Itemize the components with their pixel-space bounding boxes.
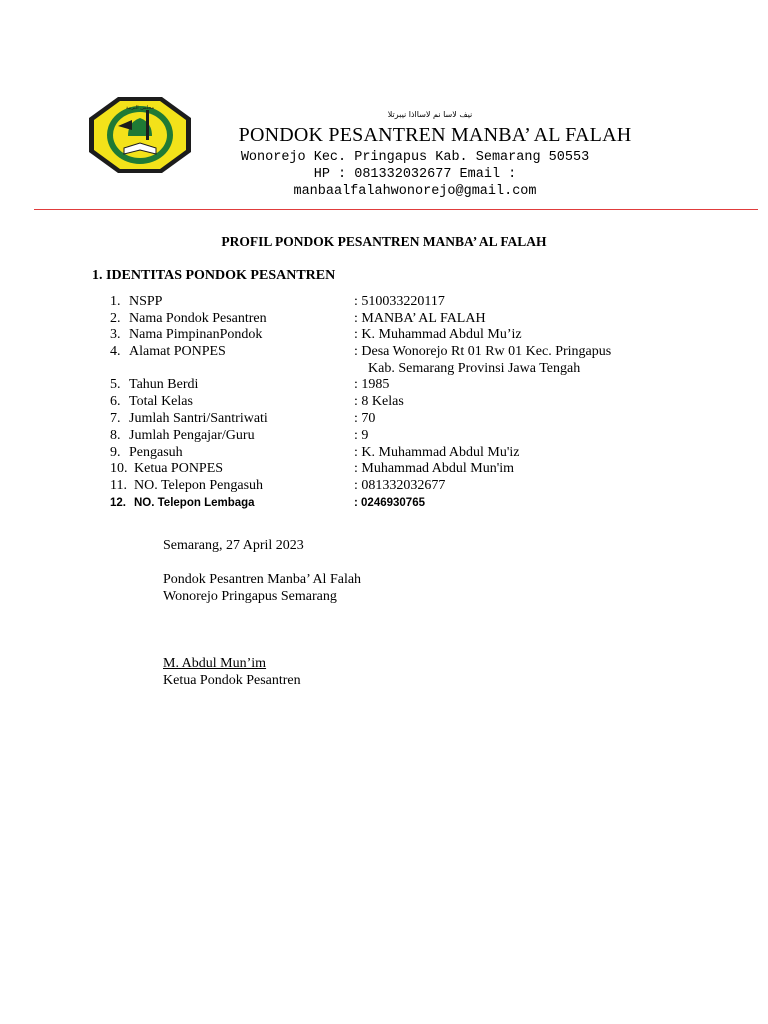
- row-number: 7.: [110, 411, 121, 426]
- organization-line-1: Pondok Pesantren Manba’ Al Falah: [163, 572, 362, 587]
- row-number: 6.: [110, 394, 121, 409]
- profile-row: [110, 327, 730, 344]
- address-continuation: Kab. Semarang Provinsi Jawa Tengah: [368, 361, 581, 376]
- profile-row: [110, 478, 730, 495]
- document-title: PROFIL PONDOK PESANTREN MANBA’ AL FALAH: [221, 234, 547, 249]
- profile-row: [110, 311, 730, 328]
- institution-address: Wonorejo Kec. Pringapus Kab. Semarang 50553: [240, 150, 590, 165]
- row-number: 10.: [110, 461, 128, 476]
- row-label: NO. Telepon Lembaga: [134, 497, 255, 509]
- organization-line-2: Wonorejo Pringapus Semarang: [163, 589, 337, 604]
- row-number: 8.: [110, 428, 121, 443]
- row-label: NO. Telepon Pengasuh: [134, 478, 264, 493]
- row-label: Pengasuh: [129, 445, 183, 460]
- profile-row: [110, 294, 730, 311]
- row-number: 1.: [110, 294, 121, 309]
- row-value: : 1985: [354, 377, 390, 392]
- row-label: NSPP: [129, 294, 163, 309]
- logo-arabic-text: مجلس التربية: [125, 105, 155, 111]
- profile-row: [110, 445, 730, 462]
- minaret-icon: [146, 110, 149, 140]
- section-heading: 1. IDENTITAS PONDOK PESANTREN: [92, 268, 336, 283]
- profile-row: [110, 461, 730, 478]
- profile-row: [110, 428, 730, 445]
- row-number: 2.: [110, 311, 121, 326]
- pesantren-logo: [88, 96, 192, 174]
- signatory-name: M. Abdul Mun’im: [163, 656, 267, 671]
- row-label: Alamat PONPES: [129, 344, 226, 359]
- row-value: : 0246930765: [354, 497, 425, 509]
- row-label: Nama PimpinanPondok: [129, 327, 263, 342]
- row-number: 5.: [110, 377, 121, 392]
- row-value: : MANBA’ AL FALAH: [354, 311, 486, 326]
- row-label: Ketua PONPES: [134, 461, 224, 476]
- signatory-position: Ketua Pondok Pesantren: [163, 673, 301, 688]
- row-value: : 70: [354, 411, 376, 426]
- row-number: 12.: [110, 497, 126, 509]
- row-value: : Desa Wonorejo Rt 01 Rw 01 Kec. Pringapus: [354, 344, 612, 359]
- institution-title: PONDOK PESANTREN MANBA’ AL FALAH: [238, 124, 632, 146]
- profile-row: [110, 497, 730, 514]
- header-divider: [34, 209, 758, 210]
- row-value: : 8 Kelas: [354, 394, 404, 409]
- profile-row: [110, 344, 730, 361]
- row-number: 3.: [110, 327, 121, 342]
- row-number: 11.: [110, 478, 127, 493]
- row-number: 9.: [110, 445, 121, 460]
- row-label: Nama Pondok Pesantren: [129, 311, 267, 326]
- profile-row: [110, 411, 730, 428]
- row-label: Jumlah Pengajar/Guru: [129, 428, 255, 443]
- row-label: Jumlah Santri/Santriwati: [129, 411, 268, 426]
- row-value: : 081332032677: [354, 478, 446, 493]
- row-value: : 9: [354, 428, 369, 443]
- profile-row: [110, 394, 730, 411]
- row-label: Tahun Berdi: [129, 377, 199, 392]
- row-value: : K. Muhammad Abdul Mu'iz: [354, 445, 520, 460]
- row-value: : Muhammad Abdul Mun'im: [354, 461, 515, 476]
- profile-row: [110, 377, 730, 394]
- row-value: : K. Muhammad Abdul Mu’iz: [354, 327, 522, 342]
- row-value: : 510033220117: [354, 294, 445, 309]
- institution-contact: HP : 081332032677 Email :: [313, 167, 517, 182]
- row-number: 4.: [110, 344, 121, 359]
- institution-email: manbaalfalahwonorejo@gmail.com: [293, 184, 537, 199]
- row-label: Total Kelas: [129, 394, 193, 409]
- arabic-motto: نيف لاسا نم لاسااذا نيبرتلا: [387, 110, 473, 119]
- place-date: Semarang, 27 April 2023: [163, 538, 304, 553]
